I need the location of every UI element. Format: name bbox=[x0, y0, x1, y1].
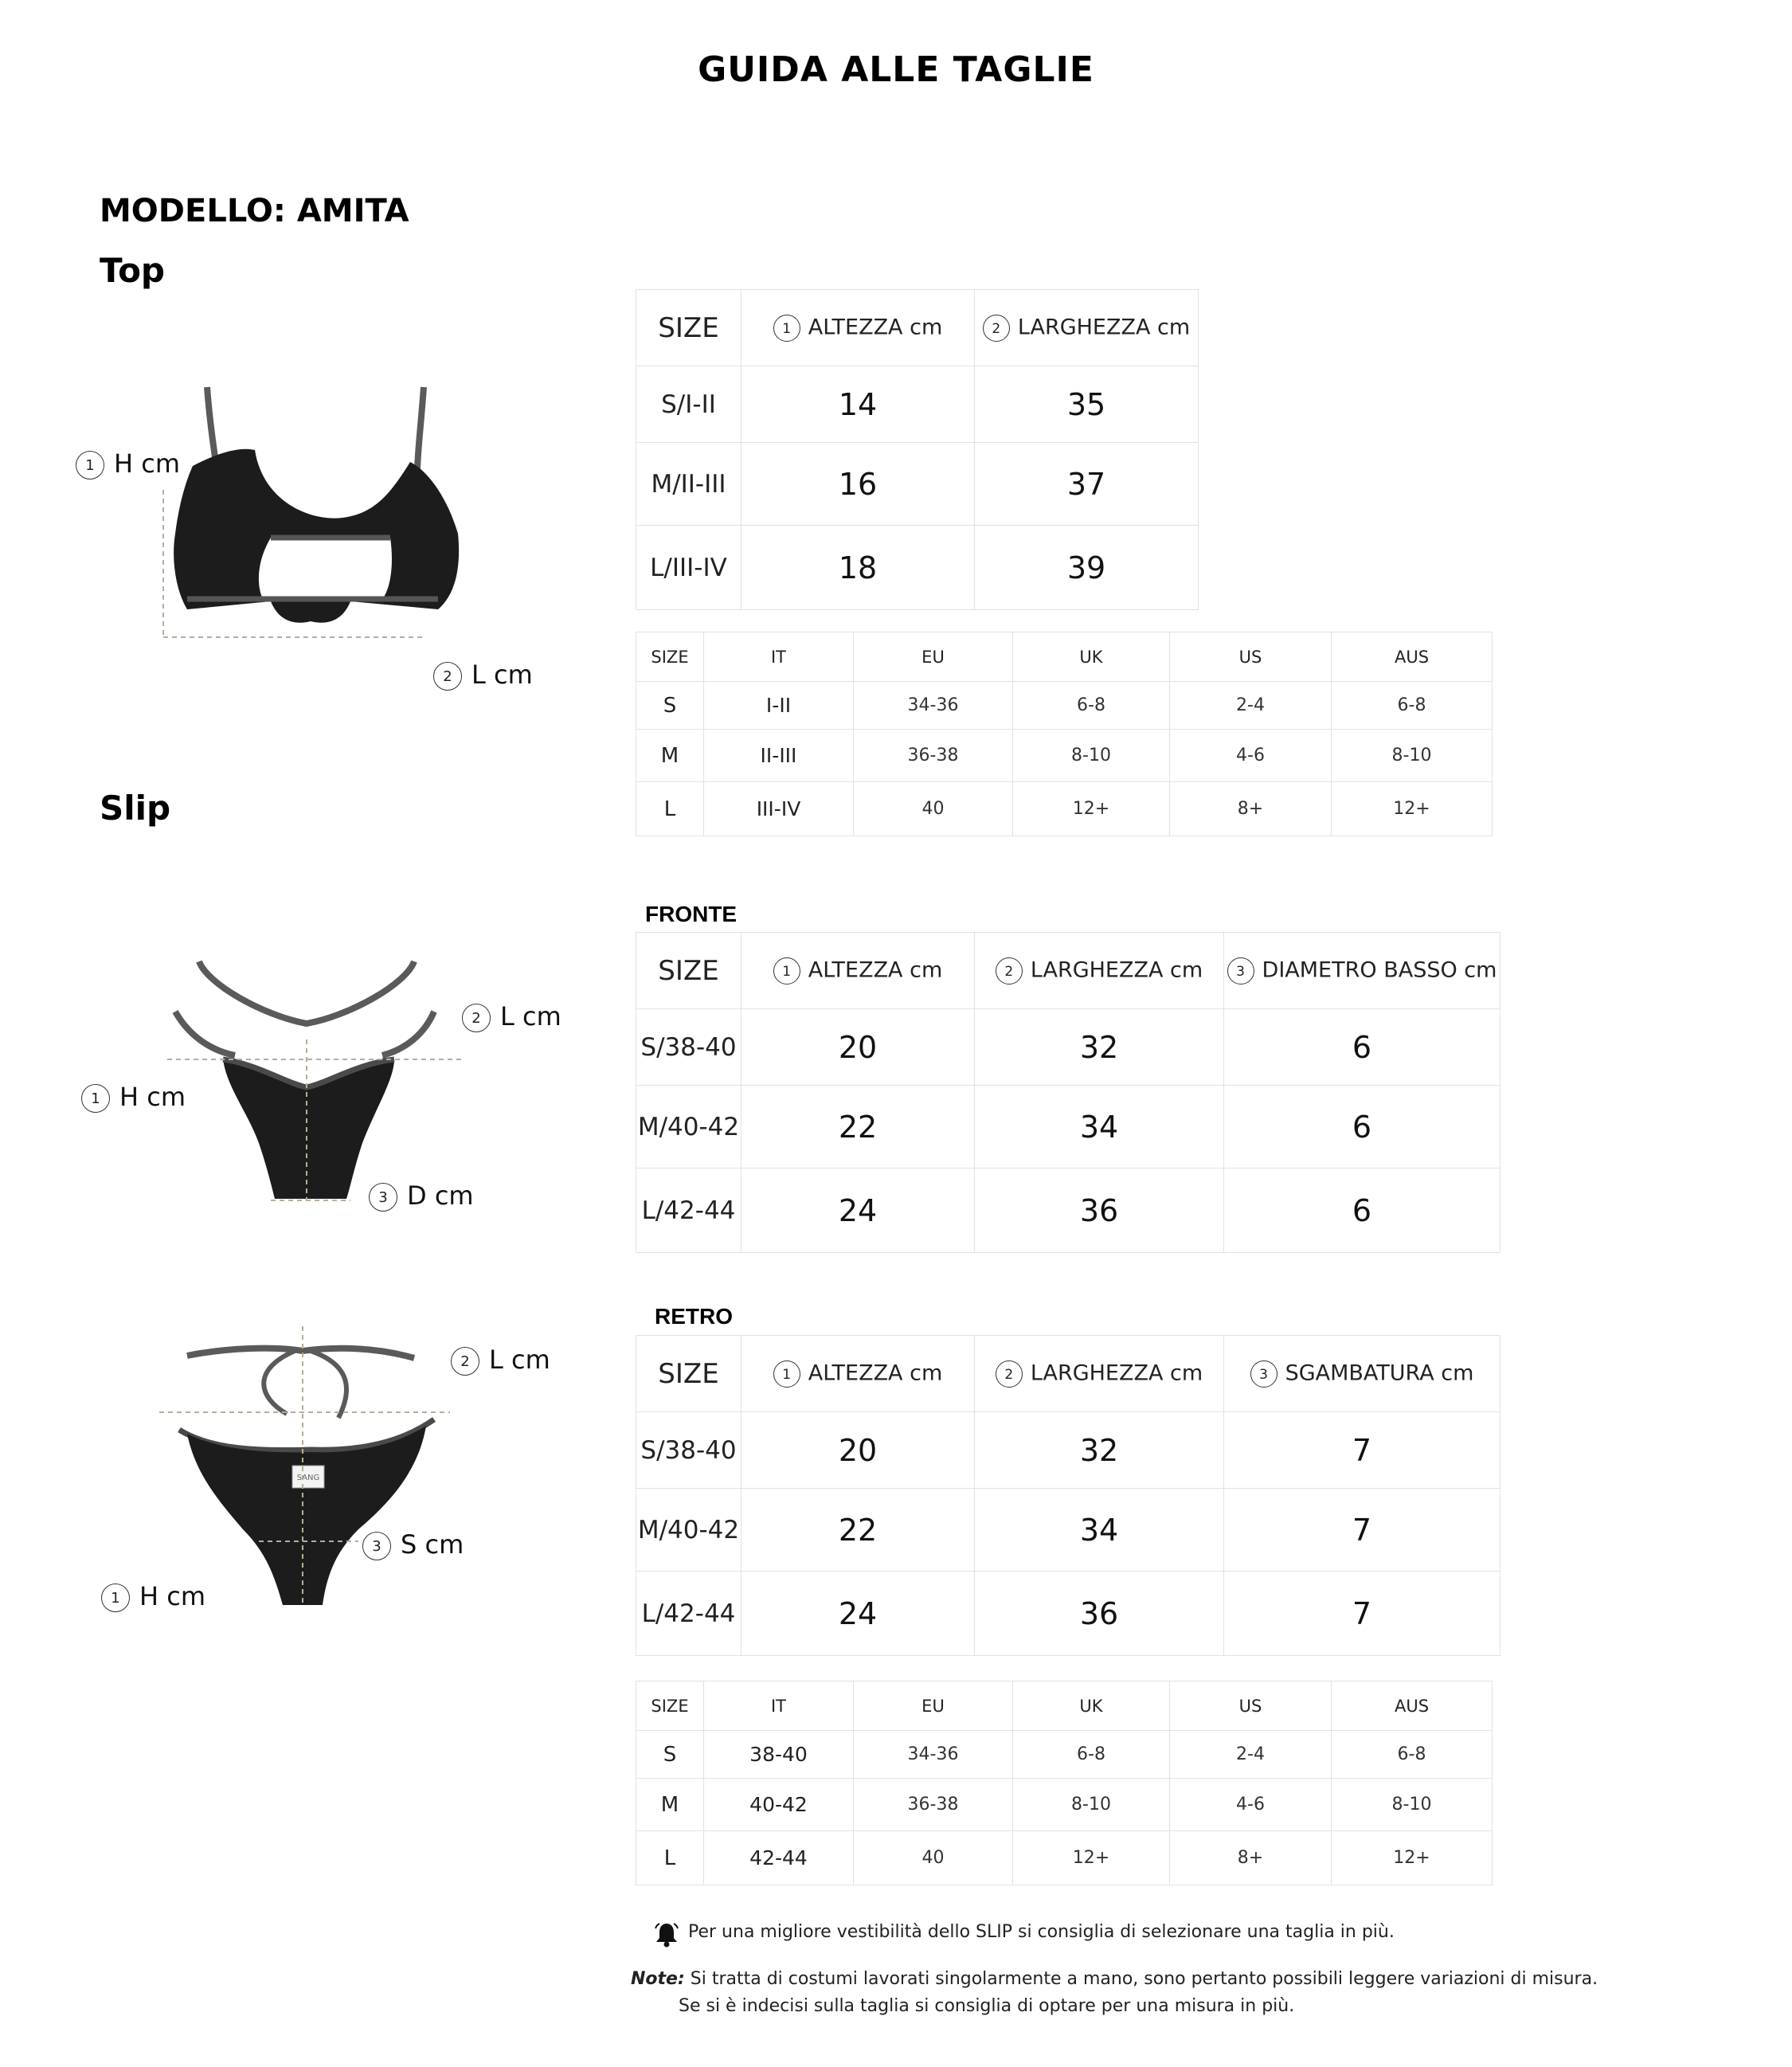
back-slip-shape bbox=[159, 1326, 450, 1605]
front-measurement-table bbox=[636, 932, 1501, 1253]
top-width-label bbox=[433, 660, 533, 691]
table-row bbox=[636, 1169, 1501, 1253]
cell-it: II-III bbox=[704, 730, 854, 782]
table-header-row bbox=[636, 1681, 1493, 1731]
header-uk: UK bbox=[1013, 632, 1170, 682]
table-header-row bbox=[636, 632, 1493, 682]
row-larghezza: 32 bbox=[975, 1412, 1224, 1489]
header-larghezza-text: LARGHEZZA cm bbox=[1030, 957, 1203, 982]
number-1-icon: 1 bbox=[773, 957, 800, 985]
header-size: SIZE bbox=[636, 1336, 741, 1412]
row-larghezza: 37 bbox=[975, 443, 1199, 526]
cell-eu: 34-36 bbox=[854, 1731, 1013, 1779]
back-height-label bbox=[101, 1581, 205, 1612]
number-1-icon: 1 bbox=[81, 1084, 110, 1113]
table-row bbox=[636, 526, 1199, 610]
front-diameter-label-text: D cm bbox=[407, 1180, 474, 1211]
model-name: MODELLO: AMITA bbox=[100, 193, 409, 229]
back-slip-illustration bbox=[155, 1322, 474, 1617]
row-sgambatura: 7 bbox=[1224, 1572, 1501, 1656]
top-conversion-table bbox=[636, 632, 1493, 836]
number-3-icon: 3 bbox=[1250, 1360, 1277, 1388]
number-1-icon: 1 bbox=[101, 1584, 130, 1612]
number-2-icon: 2 bbox=[996, 1360, 1023, 1388]
row-size: L/III-IV bbox=[636, 526, 741, 610]
back-leg-cut-label-text: S cm bbox=[401, 1529, 464, 1560]
header-size: SIZE bbox=[636, 1681, 704, 1731]
number-2-icon: 2 bbox=[996, 957, 1023, 985]
back-heading: RETRO bbox=[655, 1304, 733, 1329]
table-row bbox=[636, 1831, 1493, 1885]
header-altezza bbox=[741, 1336, 975, 1412]
cell-it: 38-40 bbox=[704, 1731, 854, 1779]
header-sgambatura bbox=[1224, 1336, 1501, 1412]
table-row bbox=[636, 1086, 1501, 1169]
row-sgambatura: 7 bbox=[1224, 1412, 1501, 1489]
header-aus: AUS bbox=[1332, 1681, 1493, 1731]
header-altezza-text: ALTEZZA cm bbox=[808, 957, 943, 982]
row-altezza: 22 bbox=[741, 1086, 975, 1169]
table-row bbox=[636, 682, 1493, 730]
note-line-1: Si tratta di costumi lavorati singolarmente a mano, sono pertanto possibili leggere variazioni di misura. bbox=[690, 1969, 1598, 1989]
front-width-label-text: L cm bbox=[500, 1001, 561, 1032]
header-size: SIZE bbox=[636, 933, 741, 1009]
row-size: S/38-40 bbox=[636, 1412, 741, 1489]
note-label: Note: bbox=[631, 1969, 685, 1989]
row-larghezza: 36 bbox=[975, 1572, 1224, 1656]
front-slip-shape bbox=[167, 961, 462, 1200]
row-altezza: 18 bbox=[741, 526, 975, 610]
header-aus: AUS bbox=[1332, 632, 1493, 682]
header-altezza bbox=[741, 290, 975, 366]
number-2-icon: 2 bbox=[983, 315, 1010, 342]
header-diametro-text: DIAMETRO BASSO cm bbox=[1262, 957, 1497, 982]
cell-aus: 12+ bbox=[1332, 782, 1493, 836]
row-diametro: 6 bbox=[1224, 1009, 1501, 1086]
number-1-icon: 1 bbox=[773, 1360, 800, 1388]
header-sgambatura-text: SGAMBATURA cm bbox=[1285, 1360, 1474, 1385]
number-3-icon: 3 bbox=[369, 1183, 397, 1212]
row-size: L/42-44 bbox=[636, 1572, 741, 1656]
row-larghezza: 39 bbox=[975, 526, 1199, 610]
cell-uk: 8-10 bbox=[1013, 730, 1170, 782]
row-size: M/40-42 bbox=[636, 1086, 741, 1169]
front-heading: FRONTE bbox=[645, 902, 738, 926]
back-height-label-text: H cm bbox=[139, 1581, 205, 1611]
row-altezza: 20 bbox=[741, 1009, 975, 1086]
header-altezza-text: ALTEZZA cm bbox=[808, 1360, 943, 1385]
cell-aus: 8-10 bbox=[1332, 730, 1493, 782]
cell-aus: 12+ bbox=[1332, 1831, 1493, 1885]
table-row bbox=[636, 366, 1199, 443]
cell-size: M bbox=[636, 730, 704, 782]
cell-eu: 36-38 bbox=[854, 730, 1013, 782]
header-uk: UK bbox=[1013, 1681, 1170, 1731]
cell-it: I-II bbox=[704, 682, 854, 730]
cell-uk: 12+ bbox=[1013, 1831, 1170, 1885]
cell-us: 2-4 bbox=[1170, 682, 1332, 730]
number-1-icon: 1 bbox=[76, 451, 104, 480]
table-row bbox=[636, 1489, 1501, 1572]
cell-us: 8+ bbox=[1170, 1831, 1332, 1885]
tip-text: Per una migliore vestibilità dello SLIP si consiglia di selezionare una taglia in più. bbox=[688, 1922, 1395, 1942]
header-size: SIZE bbox=[636, 290, 741, 366]
cell-us: 4-6 bbox=[1170, 730, 1332, 782]
row-larghezza: 34 bbox=[975, 1086, 1224, 1169]
table-row bbox=[636, 443, 1199, 526]
top-height-label bbox=[76, 448, 180, 480]
number-1-icon: 1 bbox=[773, 315, 800, 342]
cell-us: 8+ bbox=[1170, 782, 1332, 836]
cell-it: 40-42 bbox=[704, 1779, 854, 1831]
row-altezza: 14 bbox=[741, 366, 975, 443]
table-header-row bbox=[636, 290, 1199, 366]
row-larghezza: 35 bbox=[975, 366, 1199, 443]
cell-size: L bbox=[636, 782, 704, 836]
row-larghezza: 32 bbox=[975, 1009, 1224, 1086]
slip-conversion-table bbox=[636, 1681, 1493, 1885]
cell-uk: 12+ bbox=[1013, 782, 1170, 836]
cell-eu: 34-36 bbox=[854, 682, 1013, 730]
header-diametro bbox=[1224, 933, 1501, 1009]
row-size: L/42-44 bbox=[636, 1169, 741, 1253]
top-garment-illustration bbox=[151, 382, 486, 653]
header-eu: EU bbox=[854, 632, 1013, 682]
header-altezza bbox=[741, 933, 975, 1009]
row-altezza: 24 bbox=[741, 1169, 975, 1253]
top-width-label-text: L cm bbox=[471, 660, 533, 690]
row-diametro: 6 bbox=[1224, 1086, 1501, 1169]
section-heading-slip: Slip bbox=[100, 789, 171, 828]
row-altezza: 16 bbox=[741, 443, 975, 526]
header-larghezza bbox=[975, 290, 1199, 366]
cell-it: III-IV bbox=[704, 782, 854, 836]
cell-uk: 8-10 bbox=[1013, 1779, 1170, 1831]
number-2-icon: 2 bbox=[462, 1004, 491, 1032]
front-diameter-label bbox=[369, 1180, 474, 1212]
back-width-label-text: L cm bbox=[489, 1345, 550, 1375]
header-larghezza-text: LARGHEZZA cm bbox=[1017, 315, 1191, 339]
note-line-2: Se si è indecisi sulla taglia si consiglia di optare per una misura in più. bbox=[679, 1996, 1295, 2016]
note-block bbox=[631, 1966, 1598, 2020]
section-heading-top: Top bbox=[100, 251, 165, 290]
cell-size: M bbox=[636, 1779, 704, 1831]
header-it: IT bbox=[704, 1681, 854, 1731]
number-2-icon: 2 bbox=[433, 662, 462, 691]
table-header-row bbox=[636, 933, 1501, 1009]
cell-it: 42-44 bbox=[704, 1831, 854, 1885]
back-width-label bbox=[451, 1345, 550, 1376]
back-measurement-table bbox=[636, 1335, 1501, 1656]
header-larghezza bbox=[975, 1336, 1224, 1412]
row-sgambatura: 7 bbox=[1224, 1489, 1501, 1572]
number-3-icon: 3 bbox=[1227, 957, 1254, 985]
cell-aus: 6-8 bbox=[1332, 1731, 1493, 1779]
front-width-label bbox=[462, 1001, 561, 1032]
cell-eu: 40 bbox=[854, 1831, 1013, 1885]
front-height-label-text: H cm bbox=[119, 1082, 186, 1112]
header-larghezza-text: LARGHEZZA cm bbox=[1030, 1360, 1203, 1385]
page-title: GUIDA ALLE TAGLIE bbox=[698, 49, 1094, 90]
header-larghezza bbox=[975, 933, 1224, 1009]
table-row bbox=[636, 782, 1493, 836]
header-eu: EU bbox=[854, 1681, 1013, 1731]
row-altezza: 22 bbox=[741, 1489, 975, 1572]
table-row bbox=[636, 1572, 1501, 1656]
cell-uk: 6-8 bbox=[1013, 682, 1170, 730]
row-altezza: 24 bbox=[741, 1572, 975, 1656]
header-it: IT bbox=[704, 632, 854, 682]
row-diametro: 6 bbox=[1224, 1169, 1501, 1253]
bell-icon bbox=[653, 1921, 680, 1948]
number-3-icon: 3 bbox=[362, 1532, 391, 1560]
header-size: SIZE bbox=[636, 632, 704, 682]
row-altezza: 20 bbox=[741, 1412, 975, 1489]
cell-us: 4-6 bbox=[1170, 1779, 1332, 1831]
row-size: M/40-42 bbox=[636, 1489, 741, 1572]
top-garment-shape bbox=[163, 387, 459, 637]
cell-size: L bbox=[636, 1831, 704, 1885]
row-size: S/I-II bbox=[636, 366, 741, 443]
row-larghezza: 34 bbox=[975, 1489, 1224, 1572]
cell-us: 2-4 bbox=[1170, 1731, 1332, 1779]
row-larghezza: 36 bbox=[975, 1169, 1224, 1253]
front-slip-illustration bbox=[159, 952, 478, 1215]
table-header-row bbox=[636, 1336, 1501, 1412]
table-row bbox=[636, 730, 1493, 782]
cell-aus: 8-10 bbox=[1332, 1779, 1493, 1831]
row-size: M/II-III bbox=[636, 443, 741, 526]
table-row bbox=[636, 1412, 1501, 1489]
brand-tag-text: SANG bbox=[296, 1474, 320, 1482]
table-row bbox=[636, 1009, 1501, 1086]
table-row bbox=[636, 1779, 1493, 1831]
row-size: S/38-40 bbox=[636, 1009, 741, 1086]
cell-size: S bbox=[636, 1731, 704, 1779]
header-altezza-text: ALTEZZA cm bbox=[808, 315, 943, 339]
top-height-label-text: H cm bbox=[114, 448, 180, 479]
table-row bbox=[636, 1731, 1493, 1779]
header-us: US bbox=[1170, 1681, 1332, 1731]
back-leg-cut-label bbox=[362, 1529, 464, 1560]
cell-eu: 40 bbox=[854, 782, 1013, 836]
top-measurement-table bbox=[636, 289, 1199, 610]
cell-uk: 6-8 bbox=[1013, 1731, 1170, 1779]
cell-aus: 6-8 bbox=[1332, 682, 1493, 730]
header-us: US bbox=[1170, 632, 1332, 682]
cell-eu: 36-38 bbox=[854, 1779, 1013, 1831]
cell-size: S bbox=[636, 682, 704, 730]
front-height-label bbox=[81, 1082, 186, 1113]
number-2-icon: 2 bbox=[451, 1347, 479, 1376]
